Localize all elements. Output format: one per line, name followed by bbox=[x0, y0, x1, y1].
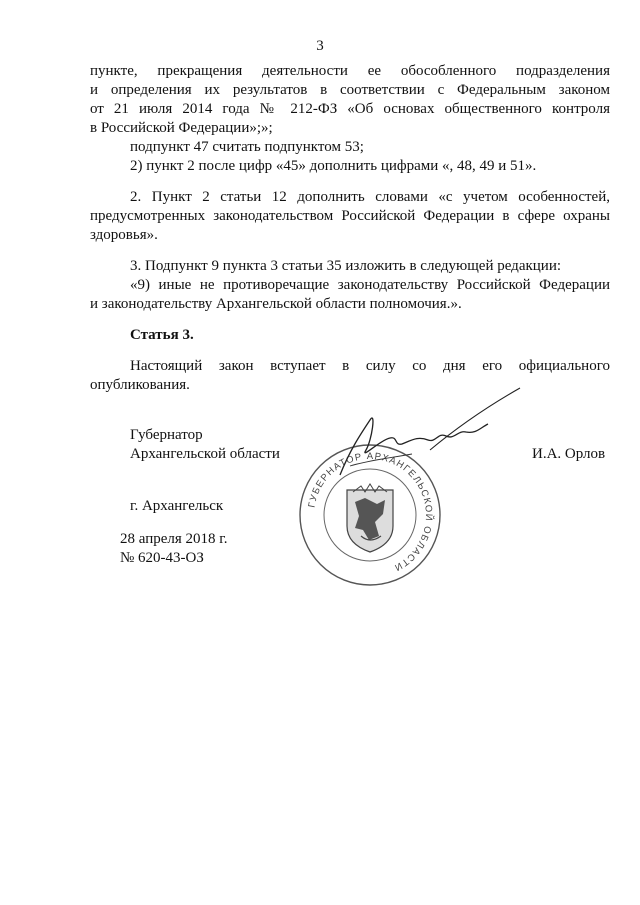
document-number: № 620-43-ОЗ bbox=[120, 550, 204, 566]
page-number: 3 bbox=[316, 38, 324, 54]
paragraph-5-line-1: Настоящий закон вступает в силу со дня его официального bbox=[130, 358, 610, 374]
handwritten-signature bbox=[320, 380, 530, 490]
signer-name: И.А. Орлов bbox=[532, 446, 606, 462]
position-line-2: Архангельской области bbox=[130, 446, 280, 462]
paragraph-2-line-1: 2. Пункт 2 статьи 12 дополнить словами «с учетом особенностей, bbox=[130, 189, 610, 205]
paragraph-1-line-3: от 21 июля 2014 года № 212-ФЗ «Об основах общественного контроля bbox=[90, 101, 610, 117]
paragraph-4-line-2: и законодательству Архангельской области полномочия.». bbox=[90, 296, 462, 312]
position-line-1: Губернатор bbox=[130, 427, 203, 443]
paragraph-2-line-3: здоровья». bbox=[90, 227, 158, 243]
paragraph-3: 3. Подпункт 9 пункта 3 статьи 35 изложить в следующей редакции: bbox=[130, 258, 562, 274]
paragraph-1-line-1: пункте, прекращения деятельности ее обособленного подразделения bbox=[90, 63, 610, 79]
subparagraph-2: 2) пункт 2 после цифр «45» дополнить цифрами «, 48, 49 и 51». bbox=[130, 158, 537, 174]
city: г. Архангельск bbox=[130, 498, 224, 514]
paragraph-5-line-2: опубликования. bbox=[90, 377, 190, 393]
paragraph-2-line-2: предусмотренных законодательством Российской Федерации в сфере охраны bbox=[90, 208, 610, 224]
paragraph-1-line-4: в Российской Федерации»;»; bbox=[90, 120, 273, 136]
article-title: Статья 3. bbox=[130, 327, 194, 343]
seal-text: ГУБЕРНАТОР АРХАНГЕЛЬСКОЙ ОБЛАСТИ bbox=[306, 450, 435, 574]
paragraph-4-line-1: «9) иные не противоречащие законодательству Российской Федерации bbox=[130, 277, 610, 293]
date: 28 апреля 2018 г. bbox=[120, 531, 228, 547]
subparagraph-47: подпункт 47 считать подпунктом 53; bbox=[130, 139, 364, 155]
paragraph-1-line-2: и определения их результатов в соответствии с Федеральным законом bbox=[90, 82, 610, 98]
